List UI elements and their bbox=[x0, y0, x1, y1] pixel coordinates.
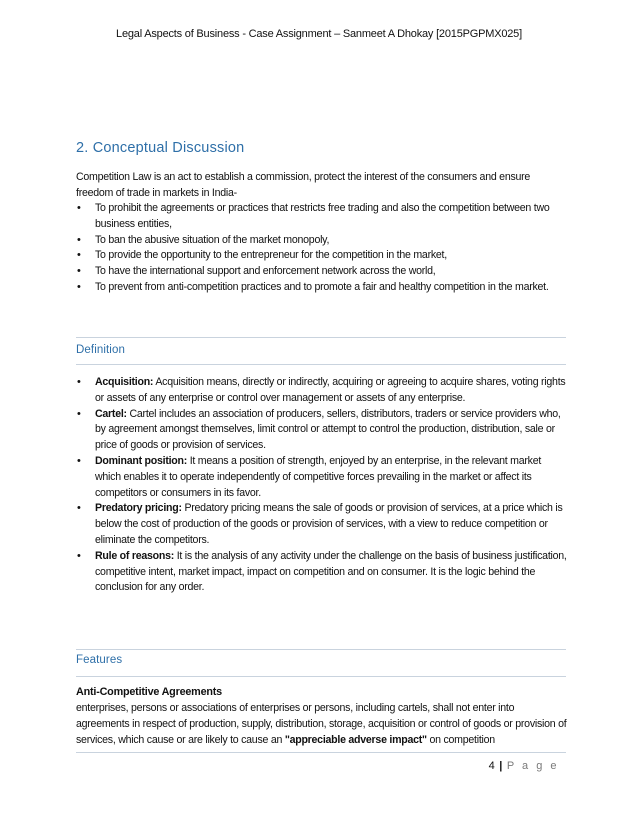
divider bbox=[76, 337, 566, 338]
definition-text: It means a position of strength, enjoyed by an enterprise, in the relevant market which enables it to operate independently of competitive forces prevailing in the market or affect its competitors or consumers in its favor. bbox=[95, 454, 542, 499]
section-heading: 2. Conceptual Discussion bbox=[76, 140, 245, 156]
emphasis-text: "appreciable adverse impact" bbox=[284, 733, 427, 746]
definition-term: Rule of reasons: bbox=[95, 549, 175, 562]
definition-term: Acquisition: bbox=[95, 376, 154, 388]
definition-text: Cartel includes an association of producers, sellers, distributors, traders or service providers who, by agreement amongst themselves, limit control or attempt to control the production, distribution, sale or price of goods or provision of services. bbox=[95, 407, 561, 452]
definition-term: Predatory pricing: bbox=[95, 502, 182, 515]
definition-item bbox=[76, 501, 568, 548]
definition-heading: Definition bbox=[76, 344, 125, 356]
features-text-end: on competition bbox=[426, 733, 495, 746]
list-item: • To provide the opportunity to the entrepreneur for the competition in the market, bbox=[76, 248, 568, 264]
list-item: • To have the international support and enforcement network across the world, bbox=[76, 264, 568, 280]
definition-item bbox=[76, 454, 568, 501]
definition-item bbox=[76, 375, 568, 407]
features-paragraph bbox=[76, 701, 568, 748]
definition-text: It is the analysis of any activity under the challenge on the basis of business justification, competitive intent, market impact, impact on competition and on consumer. It is the logic behind the conclusion for any order. bbox=[95, 549, 567, 594]
footer-divider bbox=[76, 752, 566, 753]
definition-item bbox=[76, 407, 568, 454]
page-label: P a g e bbox=[506, 760, 559, 772]
definition-item bbox=[76, 549, 568, 596]
definition-term: Cartel: bbox=[95, 407, 127, 420]
definition-term: Dominant position: bbox=[95, 454, 188, 467]
subsection-heading: Anti-Competitive Agreements bbox=[76, 686, 222, 698]
definition-list bbox=[76, 375, 568, 596]
divider bbox=[76, 649, 566, 650]
list-item: • To ban the abusive situation of the market monopoly, bbox=[76, 233, 568, 249]
definition-text: Acquisition means, directly or indirectly, acquiring or agreeing to acquire shares, voting rights or assets of any enterprise or control over management or assets of any enterprise. bbox=[95, 376, 566, 404]
list-item: • To prevent from anti-competition practices and to promote a fair and healthy competition in the market. bbox=[76, 280, 568, 296]
intro-paragraph: Competition Law is an act to establish a commission, protect the interest of the consumers and ensure freedom of trade in markets in India- bbox=[76, 171, 531, 199]
features-text: enterprises, persons or associations of enterprises or persons, including cartels, shall not enter into agreements in respect of production, supply, distribution, storage, acquisition or control of goods or provision of services, which cause or are likely to cause an bbox=[76, 702, 567, 746]
divider bbox=[76, 676, 566, 677]
page-number: 4 bbox=[488, 760, 496, 772]
list-item: • To prohibit the agreements or practices that restricts free trading and also the competition between two business entities, bbox=[76, 201, 568, 233]
divider bbox=[76, 364, 566, 365]
features-heading: Features bbox=[76, 654, 123, 666]
page-footer bbox=[489, 760, 559, 772]
page-header: Legal Aspects of Business - Case Assignment – Sanmeet A Dhokay [2015PGPMX025] bbox=[116, 28, 522, 40]
definition-text: Predatory pricing means the sale of goods or provision of services, at a price which is below the cost of production of the goods or provision of services, with a view to reduce competition or eliminate the competitors. bbox=[95, 502, 563, 546]
objectives-list bbox=[76, 201, 568, 296]
footer-separator: | bbox=[499, 760, 503, 772]
